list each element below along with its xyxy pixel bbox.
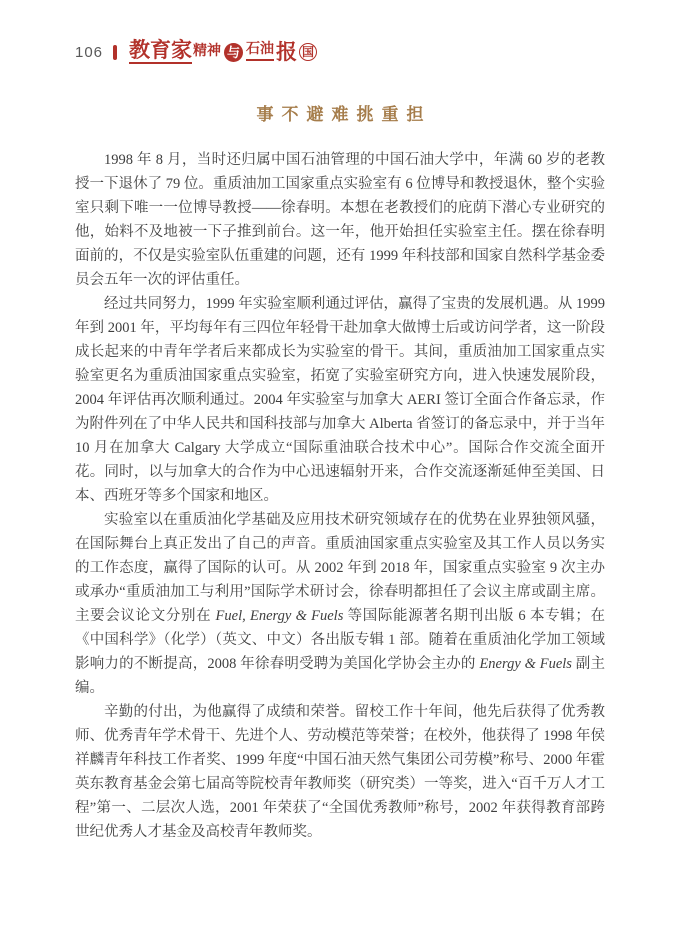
article-title: 事不避难挑重担 [256,105,432,124]
paragraph-text: 等国际能源著名期刊出版 6 本专辑；在《中国科学》（化学）（英文、中文）各出版专辑 1 部。随着在重质油化学加工领域影响力的不断提高，2008 年徐春明受聘为美国化学协会主办的 [75,608,606,672]
paragraph-text: 实验室以在重质油化学基础及应用技术研究领域存在的优势在业界独领风骚，在国际舞台上真正发出了自己的声音。重质油国家重点实验室及其工作人员以务实的工作态度，赢得了国际的认可。从 2002 年到 2018 年，国家重点实验室 9 次主办或承办“重质油加工与利用”国际学术研讨会，徐春明都担任了会议主席或副主席。主要会议论文分别在 [75,512,605,624]
paragraph-text: 辛勤的付出，为他赢得了成绩和荣誉。留校工作十年间，他先后获得了优秀教师、优秀青年学术骨干、先进个人、劳动模范等荣誉；在校外，他获得了 1998 年侯祥麟青年科技工作者奖、1999 年度“中国石油天然气集团公司劳模”称号、2000 年霍英东教育基金会第七届高等院校青年教师奖（研究类）一等奖，进入“百千万人才工程”第一、二层次人选，2001 年荣获了“全国优秀教师”称号，2002 年获得教育部跨世纪优秀人才基金及高校青年教师奖。 [75,704,605,840]
logo-text-bao: 报 [276,39,298,64]
paragraph [75,292,605,508]
page-number: 106 [75,43,104,61]
paragraph-text: 副主编。 [75,656,606,696]
paragraph-text: 经过共同努力，1999 年实验室顺利通过评估，赢得了宝贵的发展机遇。从 1999 年到 2001 年，平均每年有三四位年轻骨干赴加拿大做博士后或访问学者，这一阶段成长起来的中青年学者后来都成长为实验室的骨干。其间，重质油加工国家重点实验室更名为重质油国家重点实验室，拓宽了实验室研究方向，进入快速发展阶段，2004 年评估再次顺利通过。2004 年实验室与加拿大 AERI 签订全面合作备忘录，作为附件列在了中华人民共和国科技部与加拿大 Alberta 省签订的备忘录中，并于当年 10 月在加拿大 Calgary 大学成立“国际重油联合技术中心”。国际合作交流全面开花。同时，以与加拿大的合作为中心迅速辐射开来，合作交流逐渐延伸至美国、日本、西班牙等多个国家和地区。 [75,296,605,504]
paragraph [75,700,605,844]
paragraph [75,148,605,292]
paragraph-text: 1998 年 8 月，当时还归属中国石油管理的中国石油大学中，年满 60 岁的老教授一下退休了 79 位。重质油加工国家重点实验室有 6 位博导和教授退休，整个实验室只剩下唯一一位博导教授——徐春明。本想在老教授们的庇荫下潜心专业研究的他，始料不及地被一下子推到前台。这一年，他开始担任实验室主任。摆在徐春明面前的，不仅是实验室队伍重建的问题，还有 1999 年科技部和国家自然科学基金委员会五年一次的评估重任。 [75,152,605,288]
logo-text-jingshen: 精神 [193,44,222,59]
article-body [75,148,605,844]
paragraph [75,508,605,700]
running-head [75,40,605,64]
chapter-logo [129,40,317,64]
journal-name-italic: Energy & Fuels [479,656,572,672]
journal-name-italic: Fuel, Energy & Fuels [215,608,344,624]
logo-yu-circle-badge: 与 [224,43,243,62]
divider-bar [113,45,117,60]
logo-text-jiaoyujia: 教育家 [129,38,193,62]
logo-text-shiyou: 石油 [246,43,274,61]
logo-guo-circle-badge: 国 [299,43,317,61]
